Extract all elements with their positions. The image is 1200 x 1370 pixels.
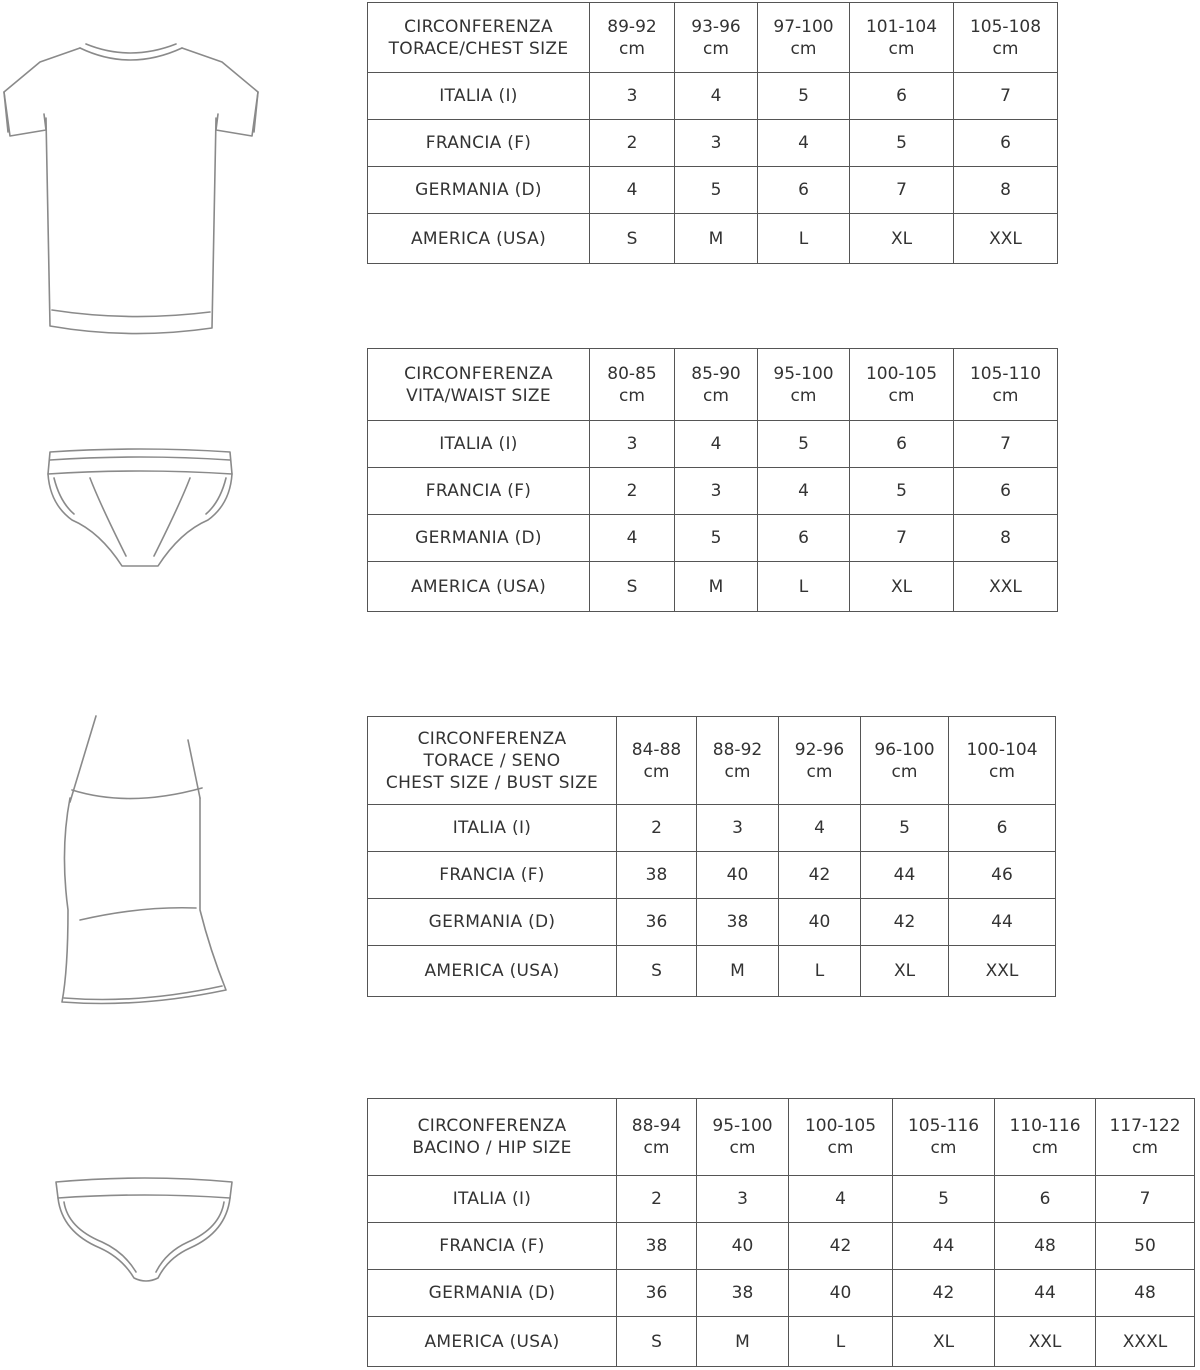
size-cell: 3 (590, 421, 675, 468)
table-header-row (368, 1099, 1195, 1176)
size-cell: M (697, 1317, 789, 1367)
size-cell: 3 (590, 73, 675, 120)
column-header: 105-116 cm (893, 1099, 995, 1176)
size-cell: 42 (861, 899, 949, 946)
table-row (368, 1317, 1195, 1367)
size-cell: XXXL (1096, 1317, 1195, 1367)
size-cell: 7 (850, 515, 954, 562)
size-cell: XL (850, 562, 954, 612)
column-header: 105-110 cm (954, 349, 1058, 421)
column-header: 92-96 cm (779, 717, 861, 805)
size-table-waist (367, 348, 1058, 612)
size-cell: 4 (758, 468, 850, 515)
column-header: 101-104 cm (850, 3, 954, 73)
size-cell: 5 (758, 73, 850, 120)
size-cell: 4 (675, 421, 758, 468)
size-cell: 7 (850, 167, 954, 214)
row-label: FRANCIA (F) (368, 120, 590, 167)
size-cell: 46 (949, 852, 1056, 899)
size-cell: M (675, 214, 758, 264)
size-cell: 2 (590, 468, 675, 515)
size-cell: XL (893, 1317, 995, 1367)
row-label: ITALIA (I) (368, 73, 590, 120)
size-cell: 6 (850, 73, 954, 120)
table-header-row (368, 3, 1058, 73)
table-row (368, 515, 1058, 562)
column-header: 117-122 cm (1096, 1099, 1195, 1176)
size-cell: 6 (850, 421, 954, 468)
size-cell: 3 (675, 468, 758, 515)
header-label-cell: CIRCONFERENZA BACINO / HIP SIZE (368, 1099, 617, 1176)
size-cell: XXL (954, 562, 1058, 612)
table-row (368, 120, 1058, 167)
table-row (368, 899, 1056, 946)
size-cell: 38 (617, 852, 697, 899)
size-cell: L (779, 946, 861, 997)
size-cell: 48 (995, 1223, 1096, 1270)
row-label: AMERICA (USA) (368, 1317, 617, 1367)
size-cell: 4 (758, 120, 850, 167)
column-header: 95-100 cm (758, 349, 850, 421)
size-cell: S (617, 1317, 697, 1367)
column-header: 105-108 cm (954, 3, 1058, 73)
size-cell: XXL (954, 214, 1058, 264)
size-cell: 38 (697, 899, 779, 946)
size-cell: 36 (617, 1270, 697, 1317)
table-row (368, 1270, 1195, 1317)
size-cell: 7 (954, 73, 1058, 120)
table-header-row (368, 717, 1056, 805)
size-cell: 44 (949, 899, 1056, 946)
size-cell: 40 (697, 852, 779, 899)
table-row (368, 1176, 1195, 1223)
size-cell: 6 (954, 468, 1058, 515)
column-header: 80-85 cm (590, 349, 675, 421)
size-cell: 2 (617, 1176, 697, 1223)
size-cell: 6 (995, 1176, 1096, 1223)
header-label-cell: CIRCONFERENZA TORACE/CHEST SIZE (368, 3, 590, 73)
size-cell: 7 (954, 421, 1058, 468)
size-cell: 4 (779, 805, 861, 852)
size-cell: 42 (893, 1270, 995, 1317)
size-cell: 2 (617, 805, 697, 852)
size-cell: S (590, 562, 675, 612)
row-label: FRANCIA (F) (368, 1223, 617, 1270)
header-label-cell: CIRCONFERENZA VITA/WAIST SIZE (368, 349, 590, 421)
row-label: GERMANIA (D) (368, 167, 590, 214)
table-row (368, 167, 1058, 214)
row-label: AMERICA (USA) (368, 562, 590, 612)
size-cell: 6 (949, 805, 1056, 852)
camisole-icon (50, 710, 240, 1010)
size-cell: 40 (697, 1223, 789, 1270)
row-label: ITALIA (I) (368, 1176, 617, 1223)
size-cell: 6 (758, 167, 850, 214)
size-cell: XL (861, 946, 949, 997)
size-cell: 38 (617, 1223, 697, 1270)
size-cell: L (758, 214, 850, 264)
size-cell: 5 (861, 805, 949, 852)
column-header: 89-92 cm (590, 3, 675, 73)
size-table-bust (367, 716, 1056, 997)
column-header: 97-100 cm (758, 3, 850, 73)
size-cell: L (758, 562, 850, 612)
size-cell: 42 (789, 1223, 893, 1270)
size-cell: M (697, 946, 779, 997)
size-cell: 8 (954, 167, 1058, 214)
size-cell: 3 (697, 805, 779, 852)
size-cell: 44 (861, 852, 949, 899)
row-label: GERMANIA (D) (368, 515, 590, 562)
row-label: AMERICA (USA) (368, 214, 590, 264)
size-cell: M (675, 562, 758, 612)
column-header: 95-100 cm (697, 1099, 789, 1176)
size-cell: XXL (995, 1317, 1096, 1367)
column-header: 84-88 cm (617, 717, 697, 805)
table-row (368, 852, 1056, 899)
size-cell: 38 (697, 1270, 789, 1317)
table-row (368, 421, 1058, 468)
table-row (368, 468, 1058, 515)
size-cell: S (590, 214, 675, 264)
size-cell: 5 (850, 468, 954, 515)
row-label: FRANCIA (F) (368, 852, 617, 899)
size-cell: XL (850, 214, 954, 264)
column-header: 100-105 cm (850, 349, 954, 421)
row-label: AMERICA (USA) (368, 946, 617, 997)
size-cell: 4 (675, 73, 758, 120)
size-cell: 5 (850, 120, 954, 167)
column-header: 88-92 cm (697, 717, 779, 805)
size-cell: 5 (675, 167, 758, 214)
column-header: 85-90 cm (675, 349, 758, 421)
table-row (368, 1223, 1195, 1270)
table-row (368, 73, 1058, 120)
size-cell: 5 (758, 421, 850, 468)
size-cell: 44 (995, 1270, 1096, 1317)
table-row (368, 214, 1058, 264)
size-cell: 40 (789, 1270, 893, 1317)
size-cell: 3 (697, 1176, 789, 1223)
size-cell: 7 (1096, 1176, 1195, 1223)
table-row (368, 562, 1058, 612)
size-cell: L (789, 1317, 893, 1367)
size-cell: 42 (779, 852, 861, 899)
size-cell: 4 (590, 167, 675, 214)
size-table-hip (367, 1098, 1195, 1367)
size-cell: 36 (617, 899, 697, 946)
size-cell: 3 (675, 120, 758, 167)
size-cell: 40 (779, 899, 861, 946)
size-cell: 6 (758, 515, 850, 562)
size-cell: S (617, 946, 697, 997)
size-cell: 6 (954, 120, 1058, 167)
size-cell: 48 (1096, 1270, 1195, 1317)
size-cell: 50 (1096, 1223, 1195, 1270)
briefs-icon (40, 444, 240, 574)
row-label: FRANCIA (F) (368, 468, 590, 515)
size-cell: 4 (590, 515, 675, 562)
table-row (368, 805, 1056, 852)
size-cell: XXL (949, 946, 1056, 997)
size-cell: 44 (893, 1223, 995, 1270)
column-header: 93-96 cm (675, 3, 758, 73)
size-cell: 2 (590, 120, 675, 167)
column-header: 110-116 cm (995, 1099, 1096, 1176)
table-row (368, 946, 1056, 997)
tshirt-icon (0, 40, 270, 340)
size-cell: 4 (789, 1176, 893, 1223)
size-cell: 5 (893, 1176, 995, 1223)
size-table-chest (367, 2, 1058, 264)
row-label: GERMANIA (D) (368, 899, 617, 946)
column-header: 88-94 cm (617, 1099, 697, 1176)
column-header: 100-104 cm (949, 717, 1056, 805)
column-header: 96-100 cm (861, 717, 949, 805)
table-header-row (368, 349, 1058, 421)
column-header: 100-105 cm (789, 1099, 893, 1176)
row-label: ITALIA (I) (368, 421, 590, 468)
panties-icon (50, 1172, 240, 1296)
header-label-cell: CIRCONFERENZA TORACE / SENO CHEST SIZE / BUST SIZE (368, 717, 617, 805)
row-label: ITALIA (I) (368, 805, 617, 852)
row-label: GERMANIA (D) (368, 1270, 617, 1317)
size-cell: 5 (675, 515, 758, 562)
size-cell: 8 (954, 515, 1058, 562)
